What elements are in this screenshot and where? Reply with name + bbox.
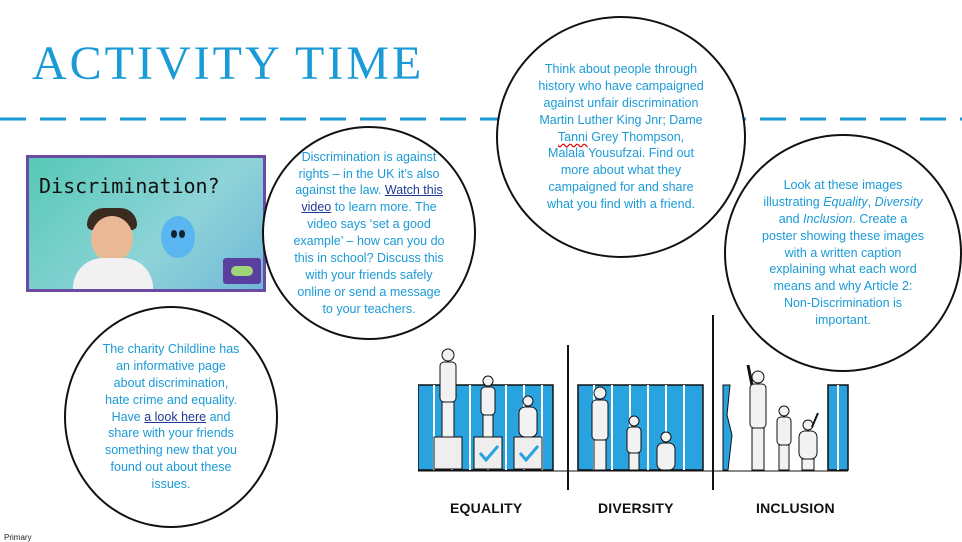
spellcheck-flagged-word: Tanni <box>557 129 588 144</box>
circle-images-text: Look at these images illustrating Equality, Diversity and Inclusion. Create a poster showing these images with a written caption explaining what each word means and why Article 2: Non-Discrimination is important. <box>762 178 924 328</box>
presenter-body <box>73 258 153 292</box>
equality-diversity-inclusion-illustration <box>418 315 858 515</box>
circle-video <box>262 126 476 340</box>
caption-diversity: DIVERSITY <box>598 500 674 516</box>
presenter-face <box>91 216 133 262</box>
balloon-character <box>161 216 195 258</box>
circle-people-text: Think about people through history who have campaigned against unfair discrimination Martin Luther King Jnr; Dame Tanni Grey Thompson, Malala Yousufzai. Find out more about what they campaigned for and share what you find with a friend. <box>538 62 704 212</box>
caption-inclusion: INCLUSION <box>756 500 835 516</box>
look-here-link[interactable]: a look here <box>144 409 207 424</box>
circle-childline <box>64 306 278 528</box>
channel-logo <box>223 258 261 284</box>
caption-equality: EQUALITY <box>450 500 523 516</box>
inclusion-panel <box>723 365 848 470</box>
watch-video-link[interactable]: Watch this video <box>301 183 443 215</box>
circle-people <box>496 16 746 258</box>
thumbnail-title: Discrimination? <box>39 174 220 198</box>
footer-label: Primary <box>4 533 32 542</box>
circle-childline-text: The charity Childline has an informative page about discrimination, hate crime and equality. Have a look here and share with your friends something new that you found out about these issues. <box>102 342 240 492</box>
diversity-panel <box>578 385 703 470</box>
video-thumbnail[interactable] <box>26 155 266 292</box>
equality-panel <box>418 349 553 470</box>
dashed-divider <box>0 112 962 126</box>
page-title: ACTIVITY TIME <box>32 37 425 90</box>
circle-video-text: Discrimination is against rights – in the UK it’s also against the law. Watch this video to learn more. The video says ‘set a good example’ – how can you do this in school? Discuss this with your friends safely online or send a message to your teachers. <box>293 149 445 316</box>
